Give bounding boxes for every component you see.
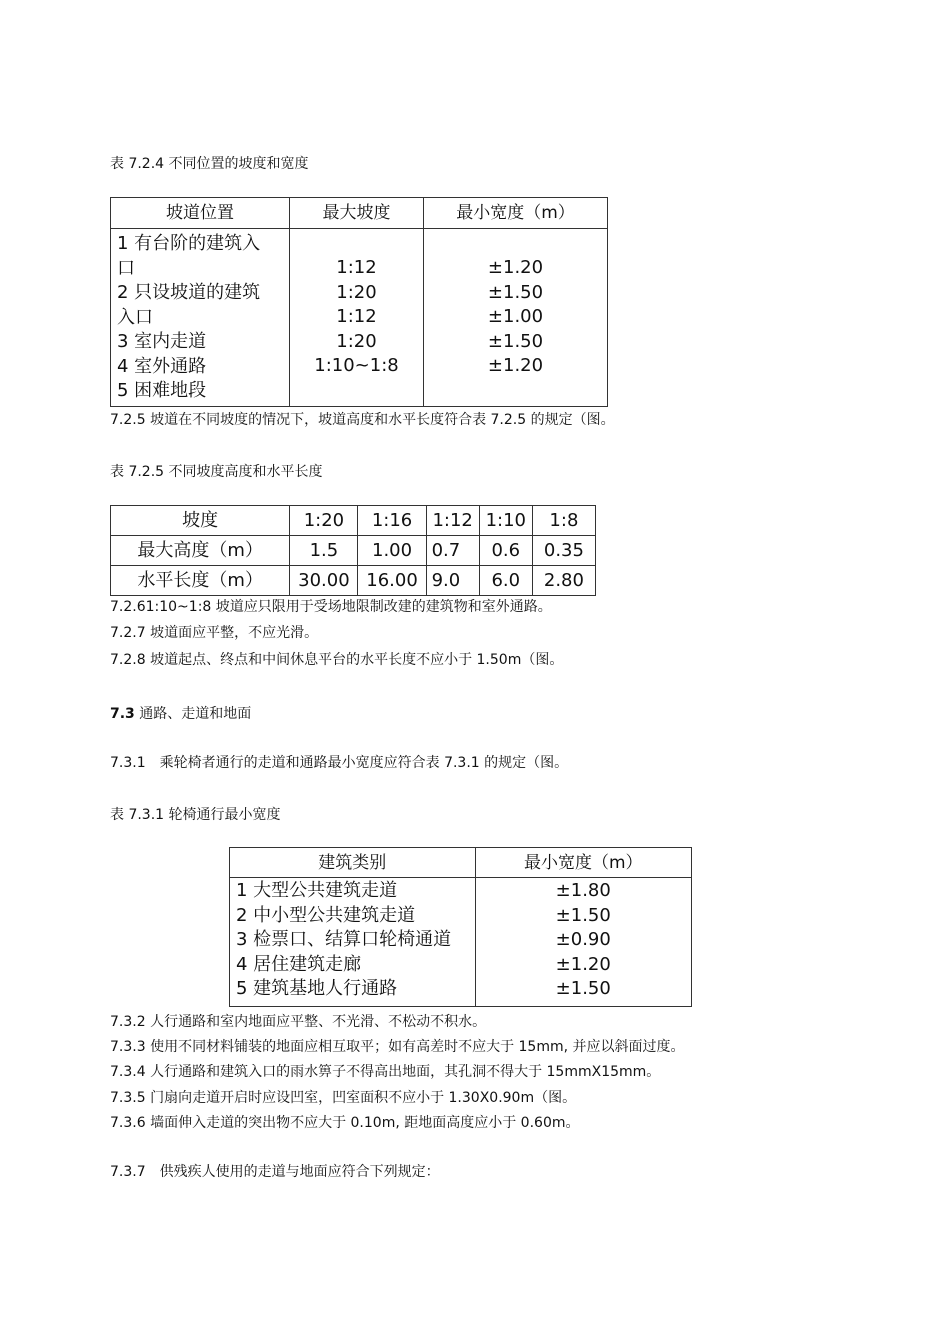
table-cell [532,566,595,596]
type-cell [230,878,476,1007]
paragraph-7-3-4: 7.3.4 人行通路和建筑入口的雨水箅子不得高出地面，其孔洞不得大于 15mmX15mm。 [110,1064,661,1080]
table-cell: 1:10 [479,506,532,536]
list-item: ±1.80 [555,880,611,901]
table-cell [290,536,358,566]
list-item: 1 大型公共建筑走道 [236,880,398,901]
table-cell [479,536,532,566]
list-item: ±1.50 [487,281,544,303]
list-item: ±1.20 [487,257,544,278]
cell-value: 1.00 [372,539,413,561]
table-cell: 1:12 [426,506,479,536]
list-item: 1:10~1:8 [314,355,399,376]
list-item: 1:20 [336,330,377,352]
paragraph-7-2-6: 7.2.61:10~1:8 坡道应只限用于受场地限制改建的建筑物和室外通路。 [110,599,552,615]
section-title: 通路、走道和地面 [134,706,252,722]
table-caption-7-2-4: 表 7.2.4 不同位置的坡度和宽度 [110,156,309,172]
list-item: ±1.20 [555,953,611,975]
width-cell [424,229,608,407]
list-item: 1 有台阶的建筑入 [117,233,261,254]
list-item: ±1.00 [487,306,544,327]
list-item: ±0.90 [555,929,611,950]
table-cell [358,566,426,596]
paragraph-7-2-8: 7.2.8 坡道起点、终点和中间休息平台的水平长度不应小于 1.50m（图。 [110,652,564,668]
table-7-3-1 [229,847,692,1007]
list-item: 5 困难地段 [117,380,207,401]
slope-cell [290,229,424,407]
paragraph-7-3-3: 7.3.3 使用不同材料铺装的地面应相互取平；如有高差时不应大于 15mm, 并应以斜面过度。 [110,1039,685,1055]
table-cell: 1:20 [290,506,358,536]
table-header: 建筑类别 [230,848,476,878]
table-header: 最小宽度（m） [424,198,608,229]
paragraph-7-3-7: 7.3.7 供残疾人使用的走道与地面应符合下列规定： [110,1164,440,1180]
paragraph-7-3-1: 7.3.1 乘轮椅者通行的走道和通路最小宽度应符合表 7.3.1 的规定（图。 [110,755,569,771]
cell-value: 2.80 [543,569,584,591]
table-cell: 1:8 [532,506,595,536]
table-caption-7-3-1: 表 7.3.1 轮椅通行最小宽度 [110,807,281,823]
section-number: 7.3 [110,706,135,722]
list-item: ±1.50 [555,978,611,999]
paragraph-7-2-5: 7.2.5 坡道在不同坡度的情况下，坡道高度和水平长度符合表 7.2.5 的规定（图。 [110,412,615,428]
cell-value: 1.5 [309,539,339,561]
width-cell [475,878,691,1007]
list-item: 2 中小型公共建筑走道 [236,904,416,926]
paragraph-7-3-5: 7.3.5 门扇向走道开启时应设凹室，凹室面积不应小于 1.30X0.90m（图。 [110,1090,577,1106]
table-7-2-4 [110,197,608,407]
table-header: 最小宽度（m） [475,848,691,878]
cell-value: 6.0 [491,569,521,591]
row-label: 最大高度（m） [111,536,290,566]
list-item: 1:12 [336,257,377,278]
table-caption-7-2-5: 表 7.2.5 不同坡度高度和水平长度 [110,464,323,480]
list-item: ±1.50 [487,330,544,352]
table-header: 坡道位置 [111,198,290,229]
cell-value: 16.00 [366,569,418,591]
cell-value: 0.7 [431,539,461,561]
table-cell [479,566,532,596]
list-item: 2 只设坡道的建筑 [117,282,261,303]
paragraph-7-3-2: 7.3.2 人行通路和室内地面应平整、不光滑、不松动不积水。 [110,1014,487,1030]
cell-value: 9.0 [431,569,461,591]
row-label: 水平长度（m） [111,566,290,596]
list-item: 入口 [117,306,153,328]
table-cell [290,566,358,596]
list-item: 5 建筑基地人行通路 [236,978,398,999]
cell-value: 30.00 [298,569,350,591]
list-item: 3 室内走道 [117,331,207,352]
location-cell [111,229,290,407]
table-cell [426,536,479,566]
list-item: ±1.50 [555,904,611,926]
table-header: 最大坡度 [290,198,424,229]
list-item: ±1.20 [487,355,544,376]
cell-value: 0.6 [491,539,521,561]
list-item: 口 [117,257,135,279]
section-heading-7-3 [110,705,251,723]
paragraph-7-2-7: 7.2.7 坡道面应平整，不应光滑。 [110,625,319,641]
list-item: 3 检票口、结算口轮椅通道 [236,929,452,950]
row-label: 坡度 [111,506,290,536]
cell-value: 0.35 [543,539,584,561]
list-item: 4 室外通路 [117,355,207,377]
paragraph-7-3-6: 7.3.6 墙面伸入走道的突出物不应大于 0.10m, 距地面高度应小于 0.60m。 [110,1115,580,1131]
list-item: 1:12 [336,306,377,327]
table-cell [358,536,426,566]
list-item: 1:20 [336,281,377,303]
table-cell [532,536,595,566]
table-7-2-5 [110,505,596,596]
list-item: 4 居住建筑走廊 [236,953,362,975]
table-cell [426,566,479,596]
table-cell: 1:16 [358,506,426,536]
